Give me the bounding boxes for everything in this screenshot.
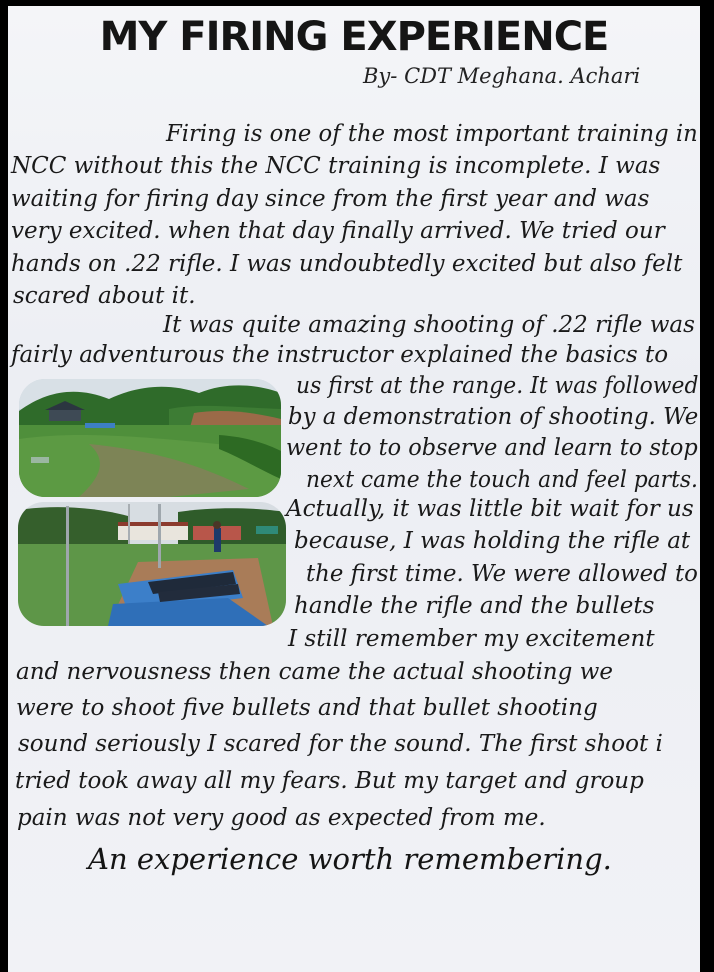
author-byline: By- CDT Meghana. Achari — [363, 64, 641, 88]
body-line: I still remember my excitement — [288, 626, 655, 652]
body-line: Actually, it was little bit wait for us — [286, 496, 694, 522]
body-line: It was quite amazing shooting of .22 rifle was — [163, 312, 695, 338]
body-line: NCC without this the NCC training is incomplete. I was — [11, 153, 661, 179]
body-line: handle the rifle and the bullets — [294, 593, 655, 619]
body-line: fairly adventurous the instructor explained the basics to — [11, 342, 669, 368]
body-line: scared about it. — [13, 283, 196, 309]
range-photo — [19, 379, 281, 497]
body-line: sound seriously I scared for the sound. The first shoot i — [18, 731, 663, 757]
page-title: MY FIRING EXPERIENCE — [99, 14, 609, 60]
range-landscape-image — [19, 379, 281, 497]
body-line: very excited. when that day finally arrived. We tried our — [11, 218, 665, 244]
body-line: next came the touch and feel parts. — [306, 467, 698, 493]
body-line: us first at the range. It was followed — [296, 373, 699, 399]
body-line: were to shoot five bullets and that bullet shooting — [16, 695, 598, 721]
body-line: hands on .22 rifle. I was undoubtedly excited but also felt — [11, 251, 683, 277]
body-line: pain was not very good as expected from me. — [17, 805, 546, 831]
body-line: and nervousness then came the actual shooting we — [16, 659, 613, 685]
cadets-firing-photo — [18, 502, 286, 626]
body-line: went to to observe and learn to stop — [286, 435, 698, 461]
body-line: Firing is one of the most important training in — [166, 121, 698, 147]
body-line: tried took away all my fears. But my target and group — [15, 768, 644, 794]
body-line: because, I was holding the rifle at — [294, 528, 691, 554]
closing-line: An experience worth remembering. — [88, 842, 612, 876]
body-line: the first time. We were allowed to — [306, 561, 698, 587]
body-line: by a demonstration of shooting. We — [288, 404, 699, 430]
cadets-firing-image — [18, 502, 286, 626]
document-page — [8, 6, 700, 972]
body-line: waiting for firing day since from the first year and was — [11, 186, 650, 212]
